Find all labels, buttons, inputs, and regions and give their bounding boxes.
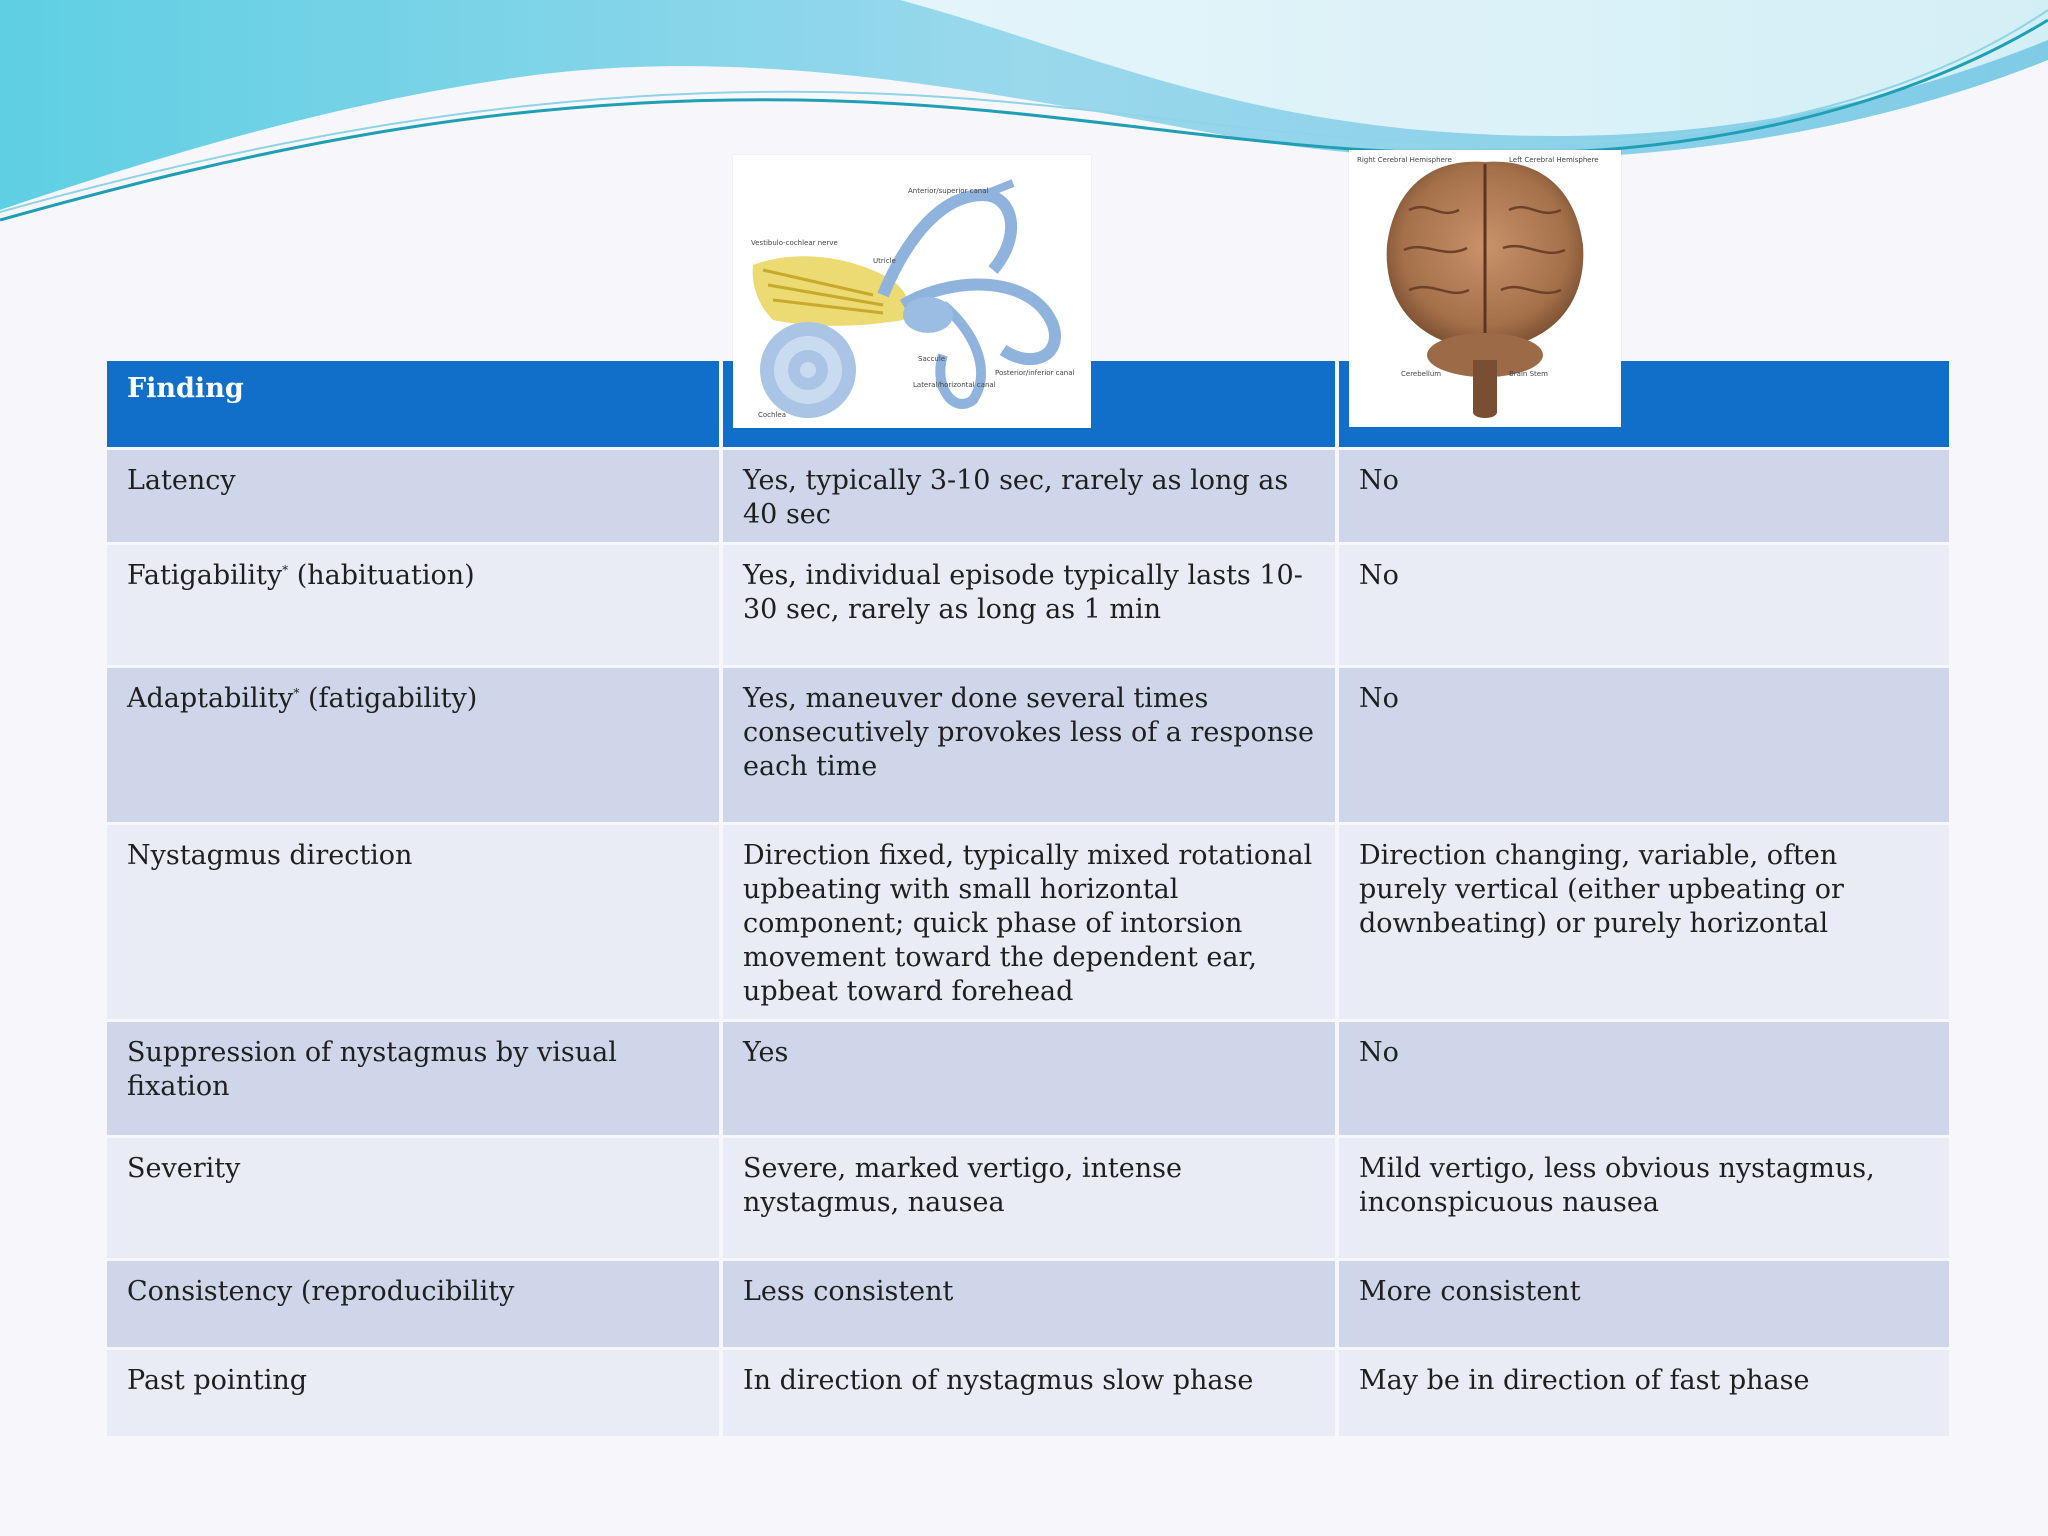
peripheral-cell: Yes, individual episode typically lasts 10-30 sec, rarely as long as 1 min bbox=[723, 545, 1335, 665]
ear-label-saccule: Saccule bbox=[918, 355, 946, 363]
peripheral-cell: Yes, typically 3-10 sec, rarely as long as 40 sec bbox=[723, 450, 1335, 542]
finding-cell bbox=[107, 1261, 719, 1347]
central-cell: Mild vertigo, less obvious nystagmus, inconspicuous nausea bbox=[1339, 1138, 1949, 1258]
central-cell: Direction changing, variable, often purely vertical (either upbeating or downbeating) or purely horizontal bbox=[1339, 825, 1949, 1019]
central-cell: No bbox=[1339, 450, 1949, 542]
footnote-mark: * bbox=[293, 686, 300, 700]
table-row bbox=[107, 545, 1949, 665]
header-finding: Finding bbox=[107, 361, 719, 447]
findings-table bbox=[103, 358, 1953, 1439]
peripheral-cell: Less consistent bbox=[723, 1261, 1335, 1347]
footnote-mark: * bbox=[282, 563, 289, 577]
finding-cell bbox=[107, 1138, 719, 1258]
finding-label: Adaptability bbox=[127, 683, 294, 714]
ear-label-posterior-canal: Posterior/inferior canal bbox=[995, 369, 1075, 377]
brain-image bbox=[1349, 150, 1621, 427]
finding-cell bbox=[107, 450, 719, 542]
central-cell: More consistent bbox=[1339, 1261, 1949, 1347]
finding-cell bbox=[107, 1022, 719, 1135]
table-row bbox=[107, 1261, 1949, 1347]
finding-label: Suppression of nystagmus by visual fixation bbox=[127, 1037, 617, 1102]
ear-label-lateral-canal: Lateral/horizontal canal bbox=[913, 381, 996, 389]
peripheral-cell: Yes, maneuver done several times consecutively provokes less of a response each time bbox=[723, 668, 1335, 822]
brain-label-right-hemisphere: Right Cerebral Hemisphere bbox=[1357, 156, 1452, 164]
table-row bbox=[107, 1022, 1949, 1135]
finding-cell bbox=[107, 545, 719, 665]
central-cell: No bbox=[1339, 1022, 1949, 1135]
table-row bbox=[107, 668, 1949, 822]
table-row bbox=[107, 1350, 1949, 1436]
finding-suffix: (habituation) bbox=[288, 560, 475, 591]
peripheral-cell: Severe, marked vertigo, intense nystagmus, nausea bbox=[723, 1138, 1335, 1258]
finding-label: Nystagmus direction bbox=[127, 840, 413, 871]
finding-cell bbox=[107, 825, 719, 1019]
central-cell: No bbox=[1339, 545, 1949, 665]
central-cell: No bbox=[1339, 668, 1949, 822]
peripheral-cell: Yes bbox=[723, 1022, 1335, 1135]
table-row bbox=[107, 450, 1949, 542]
ear-label-anterior-canal: Anterior/superior canal bbox=[908, 187, 989, 195]
brain-label-cerebellum: Cerebellum bbox=[1401, 370, 1442, 378]
brain-label-left-hemisphere: Left Cerebral Hemisphere bbox=[1509, 156, 1599, 164]
ear-label-utricle: Utricle bbox=[873, 257, 896, 265]
ear-label-cochlea: Cochlea bbox=[758, 411, 786, 419]
peripheral-cell: Direction fixed, typically mixed rotational upbeating with small horizontal component; quick phase of intorsion movement toward the dependent ear, upbeat toward forehead bbox=[723, 825, 1335, 1019]
finding-label: Fatigability bbox=[127, 560, 283, 591]
finding-label: Past pointing bbox=[127, 1365, 308, 1396]
central-cell: May be in direction of fast phase bbox=[1339, 1350, 1949, 1436]
finding-label: Consistency (reproducibility bbox=[127, 1276, 515, 1307]
peripheral-cell: In direction of nystagmus slow phase bbox=[723, 1350, 1335, 1436]
ear-label-vestibulo-cochlear-nerve: Vestibulo-cochlear nerve bbox=[751, 239, 838, 247]
inner-ear-illustration bbox=[733, 155, 1091, 428]
table-row bbox=[107, 1138, 1949, 1258]
inner-ear-diagram bbox=[733, 155, 1091, 428]
finding-label: Severity bbox=[127, 1153, 241, 1184]
brain-label-brain-stem: Brain Stem bbox=[1509, 370, 1548, 378]
finding-suffix: (fatigability) bbox=[299, 683, 478, 714]
finding-cell bbox=[107, 668, 719, 822]
finding-label: Latency bbox=[127, 465, 236, 496]
finding-cell bbox=[107, 1350, 719, 1436]
table-row bbox=[107, 825, 1949, 1019]
brain-illustration bbox=[1349, 150, 1621, 427]
